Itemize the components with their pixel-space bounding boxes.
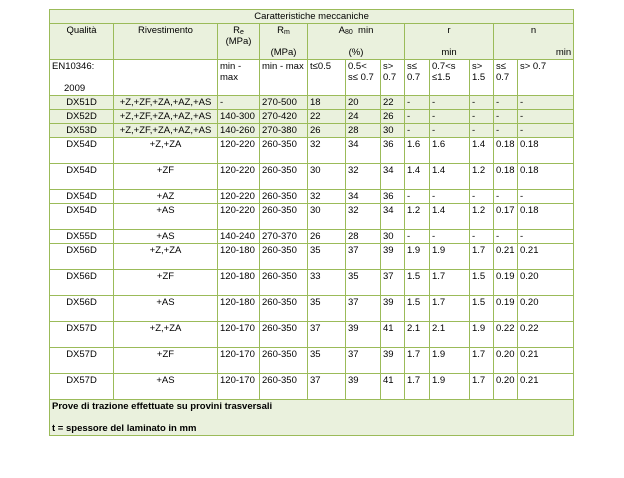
subheader-r-3: s> 1.5 [470,60,494,96]
cell-rm: 260-350 [260,244,308,270]
cell-r2: 1.4 [430,164,470,190]
cell-n2: - [518,96,574,110]
subheader-norm-line1: EN10346: [52,61,95,72]
cell-n2: - [518,190,574,204]
cell-n1: - [494,230,518,244]
cell-r3: 1.9 [470,322,494,348]
cell-r2: - [430,110,470,124]
cell-a3: 36 [381,190,405,204]
cell-re: 120-180 [218,244,260,270]
cell-a2: 34 [346,190,381,204]
cell-n2: 0.20 [518,296,574,322]
cell-r3: - [470,124,494,138]
cell-rm: 270-420 [260,110,308,124]
cell-q: DX57D [50,322,114,348]
cell-a3: 26 [381,110,405,124]
header-n-min: min [555,47,572,58]
table-row [50,270,574,296]
cell-r2: 1.9 [430,244,470,270]
cell-n2: 0.21 [518,244,574,270]
cell-n2: 0.21 [518,374,574,400]
cell-re: 120-220 [218,204,260,230]
cell-q: DX56D [50,296,114,322]
table-row [50,138,574,164]
cell-a1: 18 [308,96,346,110]
cell-a1: 32 [308,138,346,164]
cell-n1: - [494,96,518,110]
header-rm-symbol: R [277,25,285,36]
table-row [50,124,574,138]
header-a80-subscript: 80 [344,29,353,36]
cell-re: 120-170 [218,348,260,374]
cell-rm: 270-370 [260,230,308,244]
table-row [50,190,574,204]
cell-n2: 0.18 [518,164,574,190]
cell-a2: 39 [346,374,381,400]
header-coating: Rivestimento [114,24,218,60]
cell-re: 120-180 [218,270,260,296]
cell-r2: 1.6 [430,138,470,164]
cell-re: 140-260 [218,124,260,138]
table-row [50,374,574,400]
header-r [405,24,494,60]
cell-q: DX54D [50,164,114,190]
cell-a1: 26 [308,230,346,244]
cell-coat: +Z,+ZF,+ZA,+AZ,+AS [114,96,218,110]
cell-re: 120-170 [218,322,260,348]
cell-a3: 41 [381,322,405,348]
cell-a3: 34 [381,204,405,230]
cell-coat: +ZF [114,164,218,190]
subheader-re: min - max [218,60,260,96]
cell-n2: 0.18 [518,138,574,164]
cell-n1: - [494,190,518,204]
cell-q: DX51D [50,96,114,110]
subheader-norm [50,60,114,96]
cell-r1: 1.5 [405,270,430,296]
header-n-label: n [530,25,537,36]
table-row [50,230,574,244]
cell-coat: +AS [114,230,218,244]
table-row [50,244,574,270]
cell-r3: - [470,190,494,204]
subheader-rm: min - max [260,60,308,96]
header-a80 [308,24,405,60]
cell-n2: 0.21 [518,348,574,374]
header-rm [260,24,308,60]
cell-r1: 1.2 [405,204,430,230]
cell-r2: - [430,124,470,138]
footer-note-thickness: t = spessore del laminato in mm [52,423,197,434]
subheader-r-2: 0.7<s ≤1.5 [430,60,470,96]
header-re [218,24,260,60]
cell-coat: +Z,+ZA [114,244,218,270]
cell-n1: 0.22 [494,322,518,348]
header-re-unit: (MPa) [225,36,252,47]
table-row [50,322,574,348]
table-row [50,204,574,230]
cell-q: DX57D [50,348,114,374]
subheader-a80-1: t≤0.5 [308,60,346,96]
subheader-norm-line2: 2009 [64,83,86,94]
cell-n1: 0.17 [494,204,518,230]
cell-n1: 0.18 [494,164,518,190]
cell-q: DX54D [50,204,114,230]
cell-a3: 39 [381,244,405,270]
cell-r1: 1.7 [405,348,430,374]
header-rm-subscript: m [284,29,290,36]
subheader-r-1: s≤ 0.7 [405,60,430,96]
cell-coat: +ZF [114,270,218,296]
cell-r2: - [430,96,470,110]
cell-q: DX55D [50,230,114,244]
cell-a3: 39 [381,348,405,374]
cell-rm: 270-500 [260,96,308,110]
cell-coat: +Z,+ZF,+ZA,+AZ,+AS [114,124,218,138]
cell-a1: 32 [308,190,346,204]
cell-a1: 30 [308,164,346,190]
header-n [494,24,574,60]
subheader-n-1: s≤ 0.7 [494,60,518,96]
cell-n1: 0.20 [494,374,518,400]
cell-r2: 1.7 [430,296,470,322]
cell-r3: 1.7 [470,348,494,374]
table-footer [50,400,574,436]
cell-n1: - [494,110,518,124]
cell-re: 120-220 [218,190,260,204]
cell-a3: 22 [381,96,405,110]
cell-rm: 260-350 [260,138,308,164]
table-row [50,96,574,110]
cell-n1: 0.19 [494,270,518,296]
header-a80-unit: (%) [348,47,364,58]
cell-a2: 37 [346,244,381,270]
table-body [50,96,574,400]
cell-r2: 1.9 [430,348,470,374]
cell-rm: 260-350 [260,164,308,190]
cell-a3: 41 [381,374,405,400]
cell-a3: 30 [381,124,405,138]
cell-q: DX54D [50,190,114,204]
cell-r1: - [405,110,430,124]
cell-a2: 28 [346,230,381,244]
cell-r1: 1.4 [405,164,430,190]
cell-n1: 0.18 [494,138,518,164]
cell-r3: - [470,110,494,124]
cell-q: DX53D [50,124,114,138]
cell-q: DX52D [50,110,114,124]
cell-r1: 1.5 [405,296,430,322]
table-row [50,296,574,322]
cell-r3: 1.4 [470,138,494,164]
cell-r3: 1.5 [470,270,494,296]
cell-a1: 37 [308,322,346,348]
cell-re: 120-220 [218,164,260,190]
cell-n2: 0.18 [518,204,574,230]
table-title: Caratteristiche meccaniche [50,10,574,24]
cell-n2: 0.20 [518,270,574,296]
cell-a3: 34 [381,164,405,190]
cell-q: DX57D [50,374,114,400]
subheader-a80-2: 0.5< s≤ 0.7 [346,60,381,96]
mechanical-properties-table [49,9,574,436]
cell-re: - [218,96,260,110]
header-r-min: min [441,47,457,58]
cell-r1: - [405,124,430,138]
cell-a1: 35 [308,244,346,270]
header-rm-unit: (MPa) [270,47,297,58]
cell-n2: - [518,124,574,138]
header-r-label: r [447,25,451,36]
cell-a1: 35 [308,348,346,374]
table-row [50,110,574,124]
cell-r2: - [430,230,470,244]
subheader-n-2: s> 0.7 [518,60,574,96]
cell-coat: +AS [114,374,218,400]
cell-rm: 260-350 [260,190,308,204]
cell-r1: - [405,230,430,244]
header-a80-symbol: A [338,25,345,36]
cell-a1: 30 [308,204,346,230]
subheader-coating [114,60,218,96]
cell-n2: - [518,110,574,124]
cell-a2: 32 [346,164,381,190]
cell-n1: 0.21 [494,244,518,270]
cell-rm: 260-350 [260,374,308,400]
cell-coat: +AZ [114,190,218,204]
cell-a2: 34 [346,138,381,164]
cell-coat: +Z,+ZA [114,138,218,164]
cell-a1: 22 [308,110,346,124]
cell-a2: 24 [346,110,381,124]
header-quality: Qualità [50,24,114,60]
cell-r1: 2.1 [405,322,430,348]
cell-r2: 1.9 [430,374,470,400]
table-row [50,164,574,190]
cell-n2: 0.22 [518,322,574,348]
cell-a2: 32 [346,204,381,230]
footer-note-transverse: Prove di trazione effettuate su provini trasversali [52,401,273,412]
subheader-a80-3: s> 0.7 [381,60,405,96]
cell-rm: 260-350 [260,204,308,230]
cell-n2: - [518,230,574,244]
mechanical-properties-table-wrapper [49,9,573,436]
cell-a2: 20 [346,96,381,110]
cell-a1: 35 [308,296,346,322]
cell-coat: +AS [114,296,218,322]
cell-r1: 1.6 [405,138,430,164]
cell-a3: 37 [381,270,405,296]
cell-a3: 30 [381,230,405,244]
cell-r2: 1.7 [430,270,470,296]
cell-r1: - [405,96,430,110]
cell-re: 120-170 [218,374,260,400]
cell-r2: - [430,190,470,204]
cell-a1: 37 [308,374,346,400]
cell-rm: 270-380 [260,124,308,138]
header-re-subscript: e [239,29,244,36]
cell-r3: 1.2 [470,204,494,230]
cell-re: 120-220 [218,138,260,164]
cell-r3: 1.7 [470,244,494,270]
cell-n1: 0.20 [494,348,518,374]
cell-n1: - [494,124,518,138]
cell-a1: 33 [308,270,346,296]
cell-r3: 1.5 [470,296,494,322]
cell-a2: 35 [346,270,381,296]
cell-coat: +ZF [114,348,218,374]
cell-coat: +AS [114,204,218,230]
cell-re: 120-180 [218,296,260,322]
cell-n1: 0.19 [494,296,518,322]
cell-r1: 1.9 [405,244,430,270]
cell-r3: 1.2 [470,164,494,190]
cell-r2: 2.1 [430,322,470,348]
cell-rm: 260-350 [260,322,308,348]
cell-a3: 36 [381,138,405,164]
cell-rm: 260-350 [260,296,308,322]
header-a80-min: min [358,25,374,36]
cell-r3: - [470,96,494,110]
cell-q: DX56D [50,270,114,296]
cell-a1: 26 [308,124,346,138]
cell-r1: 1.7 [405,374,430,400]
cell-a2: 28 [346,124,381,138]
cell-a2: 37 [346,296,381,322]
cell-rm: 260-350 [260,270,308,296]
header-re-symbol: R [233,25,240,36]
cell-r3: 1.7 [470,374,494,400]
cell-a3: 39 [381,296,405,322]
cell-r2: 1.4 [430,204,470,230]
cell-r1: - [405,190,430,204]
cell-coat: +Z,+ZA [114,322,218,348]
cell-coat: +Z,+ZF,+ZA,+AZ,+AS [114,110,218,124]
cell-rm: 260-350 [260,348,308,374]
cell-q: DX56D [50,244,114,270]
cell-r3: - [470,230,494,244]
cell-re: 140-300 [218,110,260,124]
cell-a2: 37 [346,348,381,374]
cell-re: 140-240 [218,230,260,244]
table-row [50,348,574,374]
cell-q: DX54D [50,138,114,164]
cell-a2: 39 [346,322,381,348]
